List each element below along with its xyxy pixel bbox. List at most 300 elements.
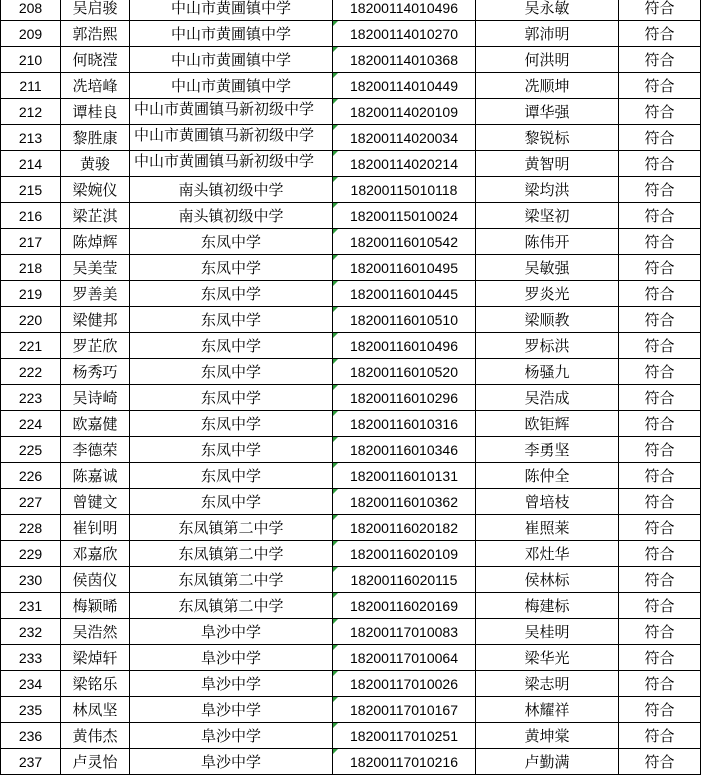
guardian-name-cell — [476, 749, 619, 775]
student-id-cell-text: 18200116010362 — [350, 493, 458, 510]
guardian-name-cell-text: 卢勤满 — [524, 753, 570, 771]
school-name-cell-text: 阜沙中学 — [200, 623, 261, 641]
result-cell-text: 符合 — [644, 649, 675, 667]
guardian-name-cell-text: 吴永敏 — [524, 0, 570, 17]
student-id-cell-text: 18200114010270 — [350, 25, 458, 42]
result-cell — [619, 619, 701, 645]
school-name-cell — [130, 749, 333, 775]
student-id-cell-text: 18200114010449 — [350, 77, 458, 94]
row-number-cell-text: 230 — [18, 571, 43, 588]
guardian-name-cell-text: 梁志明 — [524, 675, 570, 693]
guardian-name-cell-text: 罗标洪 — [524, 337, 570, 355]
row-number-cell — [1, 463, 61, 489]
school-name-cell — [130, 697, 333, 723]
student-id-cell-text: 18200117010251 — [350, 727, 458, 744]
table-row — [1, 229, 701, 255]
student-name-cell-text: 侯茵仪 — [72, 571, 118, 589]
result-cell-text: 符合 — [644, 77, 675, 95]
student-name-cell — [61, 333, 130, 359]
table-row — [1, 359, 701, 385]
school-name-cell-text: 东凤中学 — [200, 415, 261, 433]
row-number-cell-text: 224 — [18, 415, 43, 432]
result-cell — [619, 697, 701, 723]
school-name-cell — [130, 177, 333, 203]
result-cell — [619, 99, 701, 125]
table-row — [1, 151, 701, 177]
student-id-cell — [333, 411, 476, 437]
result-cell — [619, 151, 701, 177]
student-id-cell — [333, 203, 476, 229]
student-name-cell — [61, 47, 130, 73]
school-name-cell-text: 东凤中学 — [200, 259, 261, 277]
school-name-cell — [130, 411, 333, 437]
table-row — [1, 515, 701, 541]
row-number-cell — [1, 99, 61, 125]
school-name-cell-text: 东凤中学 — [200, 311, 261, 329]
guardian-name-cell — [476, 619, 619, 645]
guardian-name-cell-text: 黎锐标 — [524, 129, 570, 147]
table-row — [1, 73, 701, 99]
table-row — [1, 463, 701, 489]
student-id-cell-text: 18200116010496 — [350, 337, 458, 354]
guardian-name-cell-text: 梅建标 — [524, 597, 570, 615]
student-name-cell-text: 陈嘉诚 — [72, 467, 118, 485]
student-name-cell-text: 邓嘉欣 — [72, 545, 118, 563]
result-cell — [619, 411, 701, 437]
guardian-name-cell-text: 罗炎光 — [524, 285, 570, 303]
table-row — [1, 645, 701, 671]
student-name-cell-text: 崔钊明 — [72, 519, 118, 537]
student-id-cell — [333, 125, 476, 151]
guardian-name-cell-text: 吴浩成 — [524, 389, 570, 407]
guardian-name-cell-text: 吴桂明 — [524, 623, 570, 641]
guardian-name-cell — [476, 671, 619, 697]
student-name-cell-text: 梁芷淇 — [72, 207, 118, 225]
row-number-cell — [1, 489, 61, 515]
student-name-cell-text: 梁焯轩 — [72, 649, 118, 667]
student-id-cell-text: 18200116010520 — [350, 363, 458, 380]
row-number-cell-text: 226 — [18, 467, 43, 484]
row-number-cell-text: 218 — [18, 259, 43, 276]
guardian-name-cell-text: 梁坚初 — [524, 207, 570, 225]
student-name-cell-text: 吴美莹 — [72, 259, 118, 277]
row-number-cell-text: 237 — [18, 753, 43, 770]
guardian-name-cell-text: 梁顺教 — [524, 311, 570, 329]
result-cell-text: 符合 — [644, 389, 675, 407]
school-name-cell — [130, 723, 333, 749]
row-number-cell-text: 223 — [18, 389, 43, 406]
student-name-cell — [61, 125, 130, 151]
table-row — [1, 0, 701, 21]
student-name-cell-text: 梁健邦 — [72, 311, 118, 329]
row-number-cell — [1, 593, 61, 619]
student-id-cell — [333, 749, 476, 775]
school-name-cell — [130, 593, 333, 619]
student-id-cell-text: 18200114020109 — [350, 103, 458, 120]
row-number-cell — [1, 229, 61, 255]
row-number-cell-text: 220 — [18, 311, 43, 328]
result-cell — [619, 671, 701, 697]
school-name-cell-text: 南头镇初级中学 — [178, 207, 284, 225]
student-id-cell-text: 18200117010064 — [350, 649, 458, 666]
guardian-name-cell-text: 冼顺坤 — [524, 77, 570, 95]
table-row — [1, 21, 701, 47]
row-number-cell-text: 219 — [18, 285, 43, 302]
student-id-cell — [333, 151, 476, 177]
row-number-cell — [1, 151, 61, 177]
result-cell — [619, 515, 701, 541]
table-row — [1, 723, 701, 749]
student-id-cell — [333, 333, 476, 359]
guardian-name-cell — [476, 307, 619, 333]
school-name-cell-text: 中山市黄圃镇马新初级中学 — [134, 152, 315, 170]
student-id-cell-text: 18200115010024 — [350, 207, 458, 224]
guardian-name-cell-text: 黄坤棠 — [524, 727, 570, 745]
table-row — [1, 437, 701, 463]
student-id-cell — [333, 645, 476, 671]
guardian-name-cell-text: 李勇坚 — [524, 441, 570, 459]
result-cell — [619, 255, 701, 281]
guardian-name-cell-text: 林耀祥 — [524, 701, 570, 719]
school-name-cell-text: 中山市黄圃镇中学 — [170, 0, 291, 17]
school-name-cell-text: 东凤镇第二中学 — [178, 519, 284, 537]
result-cell — [619, 177, 701, 203]
result-cell — [619, 333, 701, 359]
school-name-cell-text: 阜沙中学 — [200, 649, 261, 667]
row-number-cell — [1, 203, 61, 229]
result-cell — [619, 385, 701, 411]
result-cell — [619, 489, 701, 515]
result-cell-text: 符合 — [644, 519, 675, 537]
school-name-cell — [130, 567, 333, 593]
table-row — [1, 749, 701, 775]
guardian-name-cell — [476, 567, 619, 593]
row-number-cell — [1, 177, 61, 203]
guardian-name-cell — [476, 229, 619, 255]
result-cell-text: 符合 — [644, 0, 675, 17]
guardian-name-cell-text: 侯林标 — [524, 571, 570, 589]
student-name-cell-text: 黄骏 — [79, 155, 110, 173]
school-name-cell — [130, 203, 333, 229]
guardian-name-cell-text: 梁均洪 — [524, 181, 570, 199]
row-number-cell — [1, 749, 61, 775]
row-number-cell — [1, 541, 61, 567]
student-name-cell — [61, 177, 130, 203]
table-body — [1, 0, 701, 775]
guardian-name-cell — [476, 151, 619, 177]
student-name-cell-text: 林凤坚 — [72, 701, 118, 719]
school-name-cell — [130, 229, 333, 255]
guardian-name-cell-text: 郭沛明 — [524, 25, 570, 43]
result-cell-text: 符合 — [644, 545, 675, 563]
student-id-cell — [333, 21, 476, 47]
result-cell-text: 符合 — [644, 233, 675, 251]
guardian-name-cell-text: 吴敏强 — [524, 259, 570, 277]
table-row — [1, 99, 701, 125]
row-number-cell — [1, 697, 61, 723]
student-id-cell — [333, 619, 476, 645]
result-cell — [619, 567, 701, 593]
student-name-cell — [61, 229, 130, 255]
row-number-cell-text: 214 — [18, 155, 43, 172]
guardian-name-cell — [476, 99, 619, 125]
student-id-cell-text: 18200114010368 — [350, 51, 458, 68]
student-name-cell-text: 曾键文 — [72, 493, 118, 511]
result-cell-text: 符合 — [644, 597, 675, 615]
school-name-cell — [130, 489, 333, 515]
student-name-cell-text: 陈焯辉 — [72, 233, 118, 251]
row-number-cell — [1, 645, 61, 671]
student-id-cell — [333, 281, 476, 307]
school-name-cell — [130, 255, 333, 281]
student-id-cell-text: 18200116010495 — [350, 259, 458, 276]
student-id-cell-text: 18200117010083 — [350, 623, 458, 640]
table-row — [1, 411, 701, 437]
student-name-cell-text: 谭桂良 — [72, 103, 118, 121]
result-cell — [619, 125, 701, 151]
student-name-cell — [61, 151, 130, 177]
student-id-cell — [333, 177, 476, 203]
student-id-cell-text: 18200116010296 — [350, 389, 458, 406]
school-name-cell-text: 东凤中学 — [200, 337, 261, 355]
result-cell-text: 符合 — [644, 753, 675, 771]
guardian-name-cell-text: 梁华光 — [524, 649, 570, 667]
student-name-cell — [61, 723, 130, 749]
student-name-cell — [61, 203, 130, 229]
student-id-cell-text: 18200117010167 — [350, 701, 458, 718]
row-number-cell — [1, 0, 61, 21]
student-name-cell — [61, 0, 130, 21]
student-name-cell-text: 黄伟杰 — [72, 727, 118, 745]
result-cell-text: 符合 — [644, 337, 675, 355]
school-name-cell — [130, 463, 333, 489]
row-number-cell — [1, 307, 61, 333]
guardian-name-cell-text: 陈仲全 — [524, 467, 570, 485]
result-cell-text: 符合 — [644, 415, 675, 433]
school-name-cell — [130, 151, 333, 177]
student-name-cell-text: 欧嘉健 — [72, 415, 118, 433]
result-cell-text: 符合 — [644, 363, 675, 381]
table-row — [1, 125, 701, 151]
student-name-cell-text: 吴启骏 — [72, 0, 118, 17]
student-id-cell — [333, 255, 476, 281]
school-name-cell — [130, 515, 333, 541]
row-number-cell — [1, 73, 61, 99]
table-row — [1, 333, 701, 359]
guardian-name-cell — [476, 489, 619, 515]
result-cell-text: 符合 — [644, 51, 675, 69]
row-number-cell-text: 213 — [18, 129, 43, 146]
student-name-cell — [61, 307, 130, 333]
table-row — [1, 255, 701, 281]
guardian-name-cell-text: 曾培枝 — [524, 493, 570, 511]
guardian-name-cell — [476, 541, 619, 567]
table-row — [1, 567, 701, 593]
student-name-cell — [61, 593, 130, 619]
student-name-cell-text: 梁婉仪 — [72, 181, 118, 199]
guardian-name-cell — [476, 333, 619, 359]
guardian-name-cell — [476, 47, 619, 73]
result-cell — [619, 0, 701, 21]
result-cell — [619, 749, 701, 775]
result-cell — [619, 307, 701, 333]
row-number-cell-text: 234 — [18, 675, 43, 692]
row-number-cell — [1, 359, 61, 385]
result-cell — [619, 359, 701, 385]
result-cell — [619, 47, 701, 73]
table-row — [1, 203, 701, 229]
result-cell — [619, 593, 701, 619]
guardian-name-cell — [476, 411, 619, 437]
school-name-cell — [130, 619, 333, 645]
student-id-cell — [333, 359, 476, 385]
result-cell-text: 符合 — [644, 103, 675, 121]
table-row — [1, 489, 701, 515]
student-name-cell-text: 罗芷欣 — [72, 337, 118, 355]
student-id-cell — [333, 385, 476, 411]
result-cell — [619, 203, 701, 229]
result-cell — [619, 645, 701, 671]
result-cell-text: 符合 — [644, 493, 675, 511]
student-name-cell — [61, 463, 130, 489]
guardian-name-cell — [476, 385, 619, 411]
school-name-cell-text: 东凤镇第二中学 — [178, 571, 284, 589]
row-number-cell-text: 212 — [18, 103, 43, 120]
student-name-cell — [61, 671, 130, 697]
row-number-cell — [1, 21, 61, 47]
student-name-cell — [61, 697, 130, 723]
student-id-cell — [333, 99, 476, 125]
school-name-cell-text: 东凤中学 — [200, 467, 261, 485]
student-name-cell — [61, 541, 130, 567]
row-number-cell-text: 221 — [18, 337, 43, 354]
student-id-cell-text: 18200116010346 — [350, 441, 458, 458]
student-id-cell-text: 18200117010026 — [350, 675, 458, 692]
result-cell — [619, 463, 701, 489]
table-row — [1, 671, 701, 697]
student-name-cell-text: 杨秀巧 — [72, 363, 118, 381]
school-name-cell-text: 中山市黄圃镇中学 — [170, 51, 291, 69]
result-cell — [619, 723, 701, 749]
row-number-cell — [1, 385, 61, 411]
row-number-cell-text: 222 — [18, 363, 43, 380]
row-number-cell — [1, 619, 61, 645]
result-cell-text: 符合 — [644, 571, 675, 589]
student-name-cell-text: 梁铭乐 — [72, 675, 118, 693]
student-id-cell — [333, 0, 476, 21]
school-name-cell-text: 东凤镇第二中学 — [178, 597, 284, 615]
school-name-cell — [130, 99, 333, 125]
row-number-cell-text: 233 — [18, 649, 43, 666]
school-name-cell-text: 东凤中学 — [200, 493, 261, 511]
table-row — [1, 177, 701, 203]
row-number-cell-text: 209 — [18, 25, 43, 42]
result-cell-text: 符合 — [644, 311, 675, 329]
guardian-name-cell-text: 何洪明 — [524, 51, 570, 69]
table-row — [1, 385, 701, 411]
student-id-cell — [333, 437, 476, 463]
guardian-name-cell — [476, 463, 619, 489]
student-id-cell — [333, 73, 476, 99]
guardian-name-cell — [476, 21, 619, 47]
student-id-cell — [333, 593, 476, 619]
student-id-cell-text: 18200116020182 — [350, 519, 458, 536]
student-name-cell — [61, 437, 130, 463]
student-id-cell-text: 18200116010542 — [350, 233, 458, 250]
student-id-cell — [333, 697, 476, 723]
result-cell-text: 符合 — [644, 259, 675, 277]
school-name-cell — [130, 21, 333, 47]
student-name-cell — [61, 359, 130, 385]
student-name-cell — [61, 73, 130, 99]
student-id-cell — [333, 489, 476, 515]
student-id-cell-text: 18200116010131 — [350, 467, 458, 484]
guardian-name-cell — [476, 515, 619, 541]
student-name-cell-text: 黎胜康 — [72, 129, 118, 147]
guardian-name-cell-text: 杨骚九 — [524, 363, 570, 381]
student-name-cell — [61, 515, 130, 541]
result-cell — [619, 437, 701, 463]
student-id-cell-text: 18200116010316 — [350, 415, 458, 432]
guardian-name-cell — [476, 203, 619, 229]
school-name-cell — [130, 0, 333, 21]
school-name-cell-text: 南头镇初级中学 — [178, 181, 284, 199]
student-id-cell — [333, 47, 476, 73]
result-cell-text: 符合 — [644, 701, 675, 719]
row-number-cell-text: 231 — [18, 597, 43, 614]
school-name-cell-text: 东凤中学 — [200, 441, 261, 459]
student-name-cell-text: 吴诗崎 — [72, 389, 118, 407]
student-id-cell-text: 18200114020214 — [350, 155, 458, 172]
guardian-name-cell — [476, 177, 619, 203]
school-name-cell — [130, 281, 333, 307]
guardian-name-cell-text: 邓灶华 — [524, 545, 570, 563]
result-cell-text: 符合 — [644, 181, 675, 199]
school-name-cell-text: 中山市黄圃镇马新初级中学 — [134, 126, 315, 144]
row-number-cell — [1, 671, 61, 697]
student-name-cell-text: 冼培峰 — [72, 77, 118, 95]
school-name-cell — [130, 541, 333, 567]
student-name-cell — [61, 645, 130, 671]
guardian-name-cell — [476, 125, 619, 151]
school-name-cell-text: 中山市黄圃镇中学 — [170, 25, 291, 43]
student-name-cell — [61, 21, 130, 47]
row-number-cell — [1, 411, 61, 437]
result-cell-text: 符合 — [644, 727, 675, 745]
row-number-cell-text: 225 — [18, 441, 43, 458]
school-name-cell — [130, 73, 333, 99]
student-name-cell — [61, 99, 130, 125]
student-id-cell-text: 18200116020115 — [350, 571, 458, 588]
student-id-cell — [333, 541, 476, 567]
student-name-cell — [61, 749, 130, 775]
result-cell-text: 符合 — [644, 675, 675, 693]
row-number-cell — [1, 281, 61, 307]
student-name-cell — [61, 619, 130, 645]
student-name-cell-text: 卢灵怡 — [72, 753, 118, 771]
school-name-cell — [130, 645, 333, 671]
table-row — [1, 47, 701, 73]
student-name-cell — [61, 255, 130, 281]
guardian-name-cell-text: 黄智明 — [524, 155, 570, 173]
school-name-cell-text: 中山市黄圃镇中学 — [170, 77, 291, 95]
result-cell — [619, 541, 701, 567]
guardian-name-cell — [476, 697, 619, 723]
school-name-cell-text: 东凤中学 — [200, 363, 261, 381]
student-name-cell-text: 梅颖晞 — [72, 597, 118, 615]
row-number-cell-text: 235 — [18, 701, 43, 718]
student-name-cell — [61, 489, 130, 515]
